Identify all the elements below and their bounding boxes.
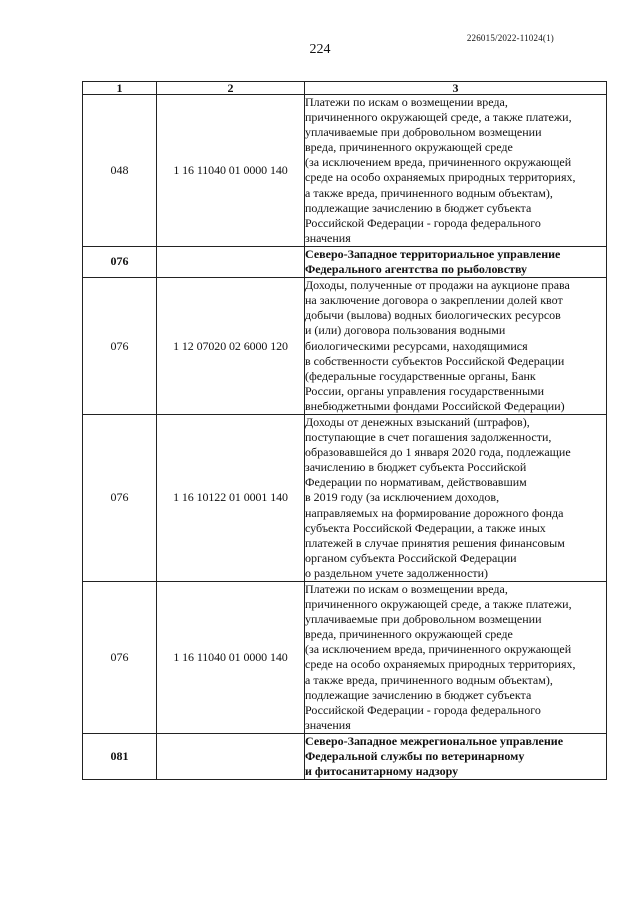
description-line: Федерального агентства по рыболовству: [305, 262, 528, 277]
budget-classification-code: [157, 246, 305, 277]
description-line: направляемых на формирование дорожного фонда: [305, 505, 564, 520]
description-line: образовавшейся до 1 января 2020 года, подлежащие: [305, 445, 571, 460]
revenue-description: [305, 278, 607, 415]
description-line: среде на особо охраняемых природных территориях,: [305, 657, 576, 672]
budget-classification-code: 1 12 07020 02 6000 120: [157, 278, 305, 415]
description-line: (за исключением вреда, причиненного окружающей: [305, 155, 572, 170]
description-line: подлежащие зачислению в бюджет субъекта: [305, 200, 532, 215]
administrator-code: 081: [83, 733, 157, 779]
description-line: поступающие в счет погашения задолженности,: [305, 430, 552, 445]
column-header-2: 2: [157, 82, 305, 95]
description-line: платежей в случае принятия решения финансовым: [305, 535, 565, 550]
description-line: значения: [305, 717, 351, 732]
description-line: Федеральной службы по ветеринарному: [305, 749, 525, 764]
administrator-code: 076: [83, 582, 157, 734]
description-line: Федерации по нормативам, действовавшим: [305, 475, 527, 490]
description-line: в собственности субъектов Российской Федерации: [305, 353, 565, 368]
description-line: вреда, причиненного окружающей среде: [305, 627, 513, 642]
description-line: (федеральные государственные органы, Банк: [305, 368, 536, 383]
revenue-description: [305, 95, 607, 247]
description-line: среде на особо охраняемых природных территориях,: [305, 170, 576, 185]
table-row-section: [83, 733, 607, 779]
administrator-code: 048: [83, 95, 157, 247]
description-line: в 2019 году (за исключением доходов,: [305, 490, 500, 505]
column-header-1: 1: [83, 82, 157, 95]
revenue-description: [305, 582, 607, 734]
description-line: а также вреда, причиненного водным объектам),: [305, 672, 553, 687]
description-line: о раздельном учете задолженности): [305, 565, 489, 580]
description-line: добычи (вылова) водных биологических ресурсов: [305, 308, 561, 323]
table-row: [83, 582, 607, 734]
description-line: уплачиваемые при добровольном возмещении: [305, 612, 542, 627]
revenue-codes-table: [82, 81, 607, 780]
description-line: России, органы управления государственными: [305, 383, 545, 398]
description-line: и (или) договора пользования водными: [305, 323, 506, 338]
description-line: причиненного окружающей среде, а также платежи,: [305, 110, 572, 125]
budget-classification-code: 1 16 11040 01 0000 140: [157, 95, 305, 247]
administrator-code: 076: [83, 414, 157, 581]
revenue-description: [305, 414, 607, 581]
table-header-row: [83, 82, 607, 95]
description-line: Доходы от денежных взысканий (штрафов),: [305, 414, 530, 429]
description-line: Северо-Западное межрегиональное управление: [305, 733, 564, 748]
column-header-3: 3: [305, 82, 607, 95]
description-line: на заключение договора о закреплении долей квот: [305, 293, 563, 308]
description-line: вреда, причиненного окружающей среде: [305, 140, 513, 155]
description-line: внебюджетными фондами Российской Федерации): [305, 398, 565, 413]
description-line: зачислению в бюджет субъекта Российской: [305, 460, 527, 475]
description-line: а также вреда, причиненного водным объектам),: [305, 185, 553, 200]
description-line: (за исключением вреда, причиненного окружающей: [305, 642, 572, 657]
description-line: значения: [305, 230, 351, 245]
budget-classification-code: 1 16 11040 01 0000 140: [157, 582, 305, 734]
administrator-code: 076: [83, 278, 157, 415]
description-line: Платежи по искам о возмещении вреда,: [305, 582, 508, 596]
description-line: Платежи по искам о возмещении вреда,: [305, 95, 508, 109]
table-row: [83, 95, 607, 247]
administrator-name: [305, 246, 607, 277]
page-number: 224: [309, 42, 331, 57]
budget-classification-code: [157, 733, 305, 779]
description-line: и фитосанитарному надзору: [305, 764, 459, 779]
description-line: Российской Федерации - города федерального: [305, 215, 541, 230]
table-row-section: [83, 246, 607, 277]
description-line: причиненного окружающей среде, а также платежи,: [305, 597, 572, 612]
description-line: биологическими ресурсами, находящимися: [305, 338, 528, 353]
administrator-code: 076: [83, 246, 157, 277]
table-row: [83, 278, 607, 415]
description-line: органом субъекта Российской Федерации: [305, 550, 517, 565]
description-line: субъекта Российской Федерации, а также иных: [305, 520, 546, 535]
description-line: Северо-Западное территориальное управление: [305, 246, 561, 261]
description-line: Российской Федерации - города федерального: [305, 702, 541, 717]
description-line: уплачиваемые при добровольном возмещении: [305, 125, 542, 140]
description-line: Доходы, полученные от продажи на аукционе права: [305, 278, 570, 293]
budget-classification-code: 1 16 10122 01 0001 140: [157, 414, 305, 581]
document-number: 226015/2022-11024(1): [466, 33, 554, 43]
description-line: подлежащие зачислению в бюджет субъекта: [305, 687, 532, 702]
table-row: [83, 414, 607, 581]
administrator-name: [305, 733, 607, 779]
